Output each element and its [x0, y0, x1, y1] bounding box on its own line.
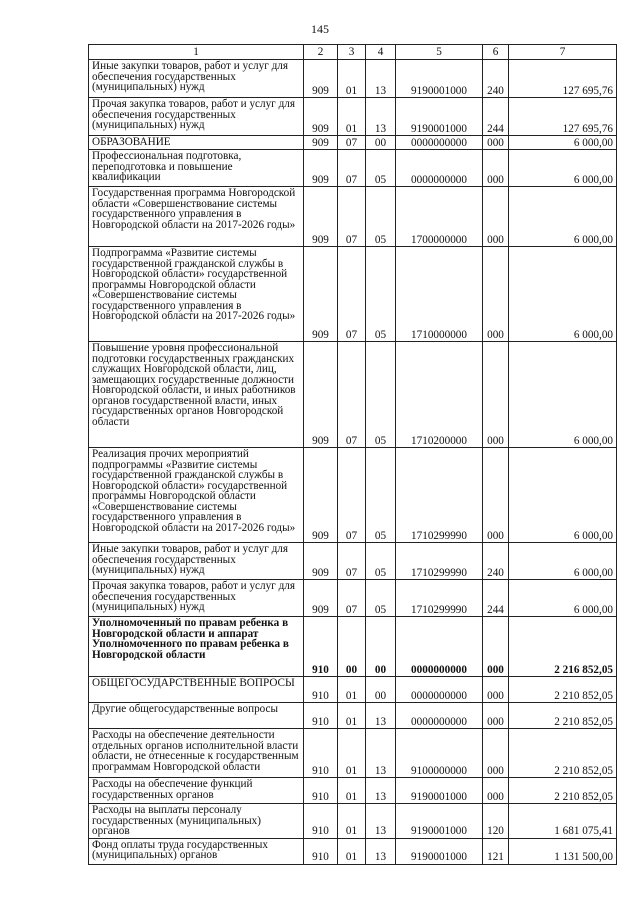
subsection-code: 00 — [366, 617, 396, 677]
table-row — [89, 703, 617, 729]
expense-type-code: 244 — [483, 580, 509, 617]
section-code: 01 — [338, 838, 366, 864]
row-name: ОБРАЗОВАНИЕ — [89, 136, 304, 150]
section-code: 01 — [338, 677, 366, 703]
amount: 6 000,00 — [509, 448, 617, 543]
section-code: 01 — [338, 729, 366, 778]
table-row — [89, 677, 617, 703]
column-header: 3 — [338, 45, 366, 60]
subsection-code: 13 — [366, 729, 396, 778]
amount: 1 131 500,00 — [509, 838, 617, 864]
amount: 6 000,00 — [509, 580, 617, 617]
table-row — [89, 729, 617, 778]
amount: 127 695,76 — [509, 60, 617, 98]
target-article-code: 1710299990 — [396, 448, 483, 543]
target-article-code: 9190001000 — [396, 804, 483, 839]
page-number: 145 — [311, 22, 329, 36]
row-name: Прочая закупка товаров, работ и услуг для обеспечения государственных (муниципальных) нужд — [89, 580, 304, 617]
column-header: 7 — [509, 45, 617, 60]
amount: 2 210 852,05 — [509, 778, 617, 804]
target-article-code: 0000000000 — [396, 150, 483, 187]
row-name: Уполномоченный по правам ребенка в Новгородской области и аппарат Уполномоченного по правам ребенка в Новгородской области — [89, 617, 304, 677]
table-row — [89, 448, 617, 543]
expense-type-code: 000 — [483, 703, 509, 729]
column-header: 6 — [483, 45, 509, 60]
row-name: Государственная программа Новгородской области «Совершенствование системы государственного управления в Новгородской области на 2017-2026 годы» — [89, 187, 304, 247]
row-name: Расходы на обеспечение функций государственных органов — [89, 778, 304, 804]
amount: 1 681 075,41 — [509, 804, 617, 839]
expense-type-code: 000 — [483, 778, 509, 804]
section-code: 01 — [338, 60, 366, 98]
amount: 2 210 852,05 — [509, 703, 617, 729]
expense-type-code: 240 — [483, 60, 509, 98]
subsection-code: 13 — [366, 778, 396, 804]
column-header: 4 — [366, 45, 396, 60]
target-article-code: 1710299990 — [396, 580, 483, 617]
target-article-code: 9190001000 — [396, 98, 483, 136]
section-code: 07 — [338, 342, 366, 448]
row-name: Профессиональная подготовка, переподготовка и повышение квалификации — [89, 150, 304, 187]
amount: 2 210 852,05 — [509, 729, 617, 778]
ministry-code: 910 — [304, 677, 338, 703]
subsection-code: 05 — [366, 187, 396, 247]
ministry-code: 909 — [304, 448, 338, 543]
amount: 2 210 852,05 — [509, 677, 617, 703]
section-code: 07 — [338, 150, 366, 187]
amount: 6 000,00 — [509, 187, 617, 247]
expense-type-code: 000 — [483, 136, 509, 150]
section-code: 01 — [338, 98, 366, 136]
subsection-code: 13 — [366, 98, 396, 136]
amount: 6 000,00 — [509, 150, 617, 187]
section-code: 07 — [338, 247, 366, 342]
expense-type-code: 000 — [483, 187, 509, 247]
amount: 6 000,00 — [509, 342, 617, 448]
ministry-code: 909 — [304, 342, 338, 448]
row-name: Реализация прочих мероприятий подпрограммы «Развитие системы государственной гражданской службы в Новгородской области» государственной программы Новгородской области «Совершенствование системы государственного управления в Новгородской области на 2017-2026 годы» — [89, 448, 304, 543]
subsection-code: 13 — [366, 838, 396, 864]
row-name: Расходы на обеспечение деятельности отдельных органов исполнительной власти области, не отнесенные к государственным программам Новгородской области — [89, 729, 304, 778]
ministry-code: 909 — [304, 136, 338, 150]
section-code: 07 — [338, 136, 366, 150]
subsection-code: 05 — [366, 580, 396, 617]
table-row — [89, 617, 617, 677]
row-name: Иные закупки товаров, работ и услуг для обеспечения государственных (муниципальных) нужд — [89, 60, 304, 98]
ministry-code: 909 — [304, 543, 338, 580]
table-row — [89, 838, 617, 864]
column-header: 1 — [89, 45, 304, 60]
row-name: Расходы на выплаты персоналу государственных (муниципальных) органов — [89, 804, 304, 839]
target-article-code: 9100000000 — [396, 729, 483, 778]
table-row — [89, 804, 617, 839]
amount: 6 000,00 — [509, 136, 617, 150]
ministry-code: 910 — [304, 838, 338, 864]
table-row — [89, 187, 617, 247]
ministry-code: 909 — [304, 60, 338, 98]
table-row — [89, 60, 617, 98]
ministry-code: 909 — [304, 98, 338, 136]
section-code: 01 — [338, 804, 366, 839]
row-name: Иные закупки товаров, работ и услуг для обеспечения государственных (муниципальных) нужд — [89, 543, 304, 580]
expense-type-code: 000 — [483, 150, 509, 187]
table-row — [89, 247, 617, 342]
row-name: Другие общегосударственные вопросы — [89, 703, 304, 729]
subsection-code: 05 — [366, 150, 396, 187]
target-article-code: 1710000000 — [396, 247, 483, 342]
column-header: 2 — [304, 45, 338, 60]
target-article-code: 0000000000 — [396, 677, 483, 703]
amount: 6 000,00 — [509, 543, 617, 580]
ministry-code: 909 — [304, 187, 338, 247]
subsection-code: 13 — [366, 804, 396, 839]
expense-type-code: 120 — [483, 804, 509, 839]
expense-type-code: 000 — [483, 448, 509, 543]
row-name: ОБЩЕГОСУДАРСТВЕННЫЕ ВОПРОСЫ — [89, 677, 304, 703]
section-code: 07 — [338, 580, 366, 617]
subsection-code: 05 — [366, 247, 396, 342]
amount: 6 000,00 — [509, 247, 617, 342]
target-article-code: 9190001000 — [396, 60, 483, 98]
subsection-code: 00 — [366, 136, 396, 150]
target-article-code: 9190001000 — [396, 838, 483, 864]
target-article-code: 1710200000 — [396, 342, 483, 448]
expense-type-code: 244 — [483, 98, 509, 136]
table-row — [89, 98, 617, 136]
target-article-code: 0000000000 — [396, 703, 483, 729]
target-article-code: 0000000000 — [396, 617, 483, 677]
row-name: Фонд оплаты труда государственных (муниципальных) органов — [89, 838, 304, 864]
section-code: 01 — [338, 703, 366, 729]
row-name: Повышение уровня профессиональной подготовки государственных гражданских служащих Новгородской области, лиц, замещающих государственные должности Новгородской области, и иных работников органов государственной власти, иных государственных органов Новгородской области — [89, 342, 304, 448]
ministry-code: 909 — [304, 247, 338, 342]
subsection-code: 05 — [366, 448, 396, 543]
table-row — [89, 778, 617, 804]
target-article-code: 1700000000 — [396, 187, 483, 247]
subsection-code: 05 — [366, 342, 396, 448]
ministry-code: 910 — [304, 617, 338, 677]
ministry-code: 909 — [304, 150, 338, 187]
ministry-code: 909 — [304, 580, 338, 617]
table-row — [89, 150, 617, 187]
table-row — [89, 136, 617, 150]
target-article-code: 0000000000 — [396, 136, 483, 150]
row-name: Подпрограмма «Развитие системы государственной гражданской службы в Новгородской области» государственной программы Новгородской области «Совершенствование системы государственного управления в Новгородской области на 2017-2026 годы» — [89, 247, 304, 342]
ministry-code: 910 — [304, 703, 338, 729]
expense-type-code: 000 — [483, 247, 509, 342]
table-row — [89, 342, 617, 448]
expense-type-code: 000 — [483, 617, 509, 677]
ministry-code: 910 — [304, 729, 338, 778]
section-code: 07 — [338, 187, 366, 247]
table-row — [89, 580, 617, 617]
header-row — [89, 45, 617, 60]
ministry-code: 910 — [304, 778, 338, 804]
budget-table — [88, 44, 617, 865]
subsection-code: 05 — [366, 543, 396, 580]
section-code: 01 — [338, 778, 366, 804]
row-name: Прочая закупка товаров, работ и услуг для обеспечения государственных (муниципальных) нужд — [89, 98, 304, 136]
section-code: 07 — [338, 543, 366, 580]
target-article-code: 1710299990 — [396, 543, 483, 580]
column-header: 5 — [396, 45, 483, 60]
target-article-code: 9190001000 — [396, 778, 483, 804]
subsection-code: 00 — [366, 677, 396, 703]
ministry-code: 910 — [304, 804, 338, 839]
expense-type-code: 000 — [483, 729, 509, 778]
amount: 2 216 852,05 — [509, 617, 617, 677]
table-row — [89, 543, 617, 580]
amount: 127 695,76 — [509, 98, 617, 136]
expense-type-code: 240 — [483, 543, 509, 580]
section-code: 00 — [338, 617, 366, 677]
subsection-code: 13 — [366, 703, 396, 729]
section-code: 07 — [338, 448, 366, 543]
expense-type-code: 000 — [483, 342, 509, 448]
subsection-code: 13 — [366, 60, 396, 98]
expense-type-code: 000 — [483, 677, 509, 703]
expense-type-code: 121 — [483, 838, 509, 864]
